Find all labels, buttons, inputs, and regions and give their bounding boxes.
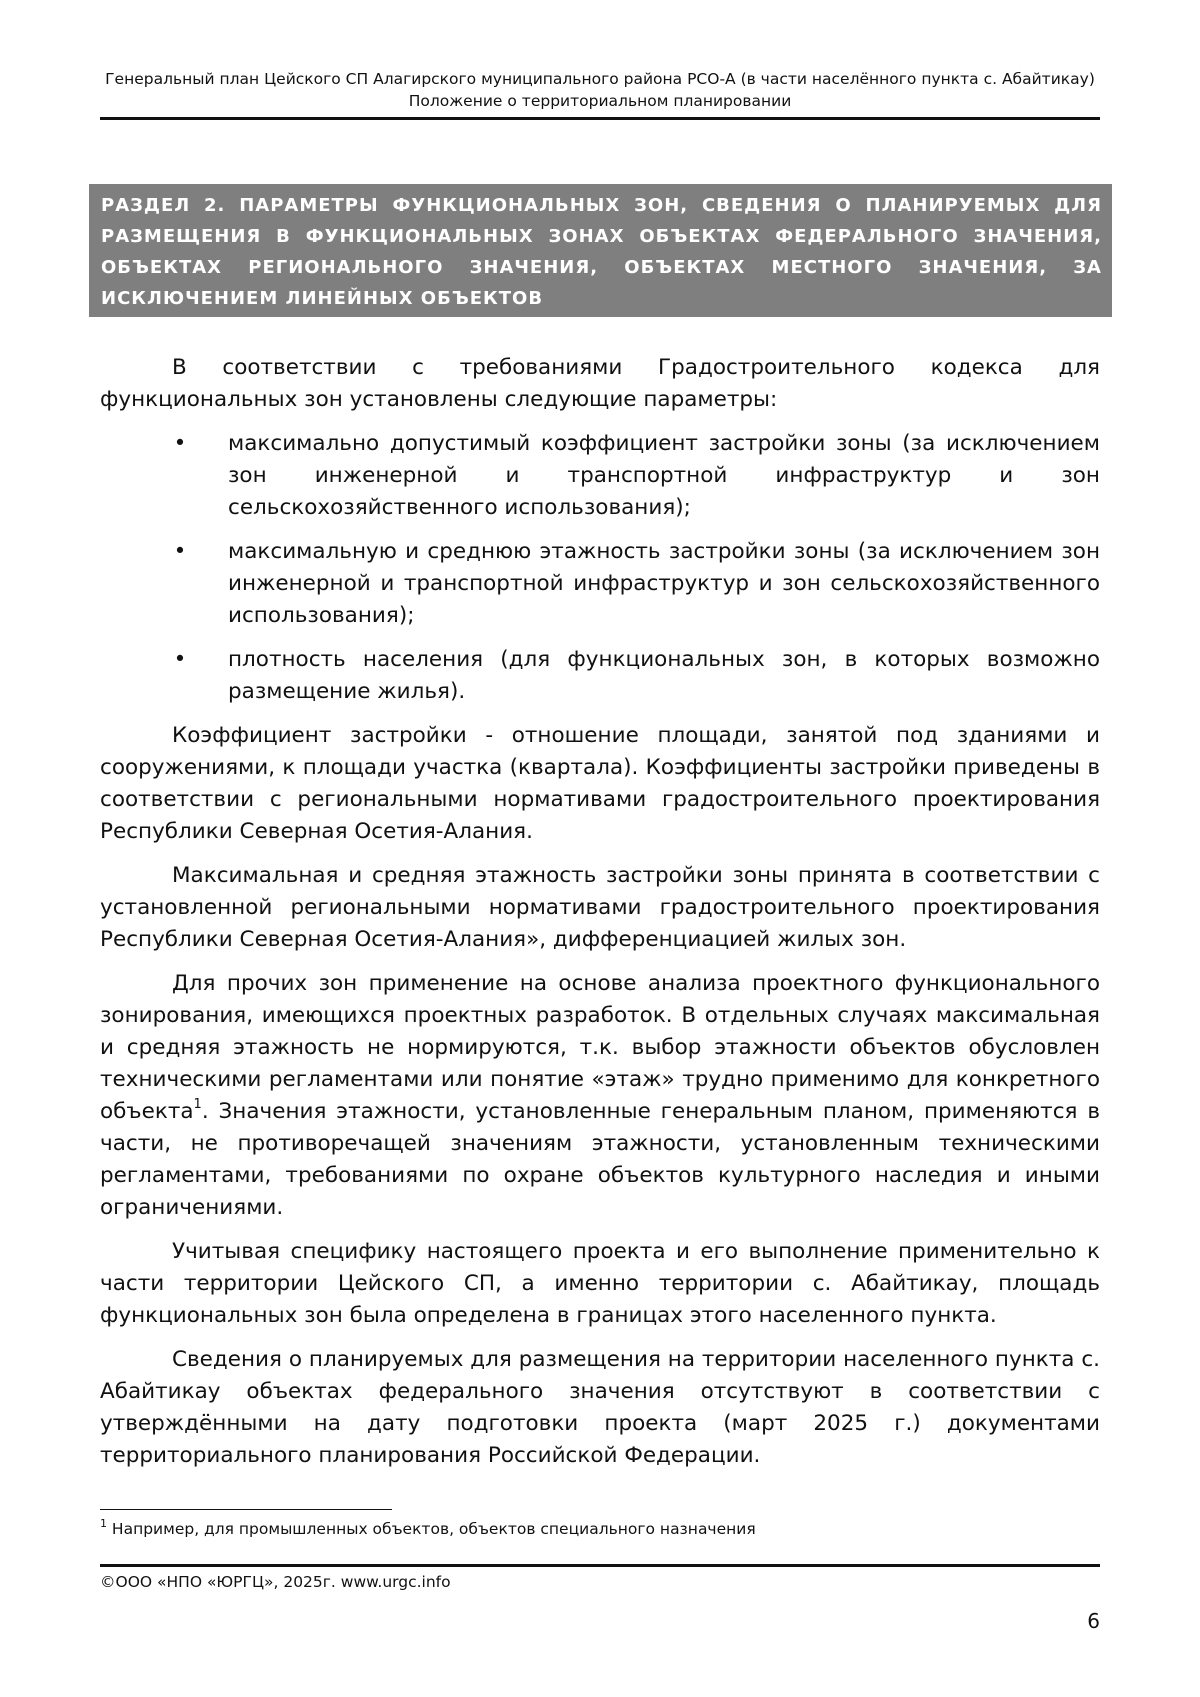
footnote-marker: 1 (100, 1516, 107, 1530)
specifics-paragraph: Учитывая специфику настоящего проекта и его выполнение применительно к части территории Цейского СП, а именно территории с. Абайтикау, площадь функциональных зон была определена в границах этого населенного пункта. (100, 1239, 1100, 1328)
footer-divider (100, 1564, 1100, 1567)
section-title: РАЗДЕЛ 2. ПАРАМЕТРЫ ФУНКЦИОНАЛЬНЫХ ЗОН, СВЕДЕНИЯ О ПЛАНИРУЕМЫХ ДЛЯ РАЗМЕЩЕНИЯ В ФУНКЦИОНАЛЬНЫХ ЗОНАХ ОБЪЕКТАХ ФЕДЕРАЛЬНОГО ЗНАЧЕНИЯ, ОБЪЕКТАХ РЕГИОНАЛЬНОГО ЗНАЧЕНИЯ, ОБЪЕКТАХ МЕСТНОГО ЗНАЧЕНИЯ, ЗА ИСКЛЮЧЕНИЕМ ЛИНЕЙНЫХ ОБЪЕКТОВ (101, 195, 1102, 309)
list-item (100, 428, 1100, 524)
list-item-text: максимально допустимый коэффициент застройки зоны (за исключением зон инженерной и транспортной инфраструктур и зон сельскохозяйственного использования); (228, 431, 1100, 520)
parameters-list (100, 428, 1100, 708)
list-item-text: плотность населения (для функциональных зон, в которых возможно размещение жилья). (228, 647, 1100, 704)
floors-paragraph: Максимальная и средняя этажность застройки зоны принята в соответствии с установленной региональными нормативами градостроительного проектирования Республики Северная Осетия-Алания», дифференциацией жилых зон. (100, 863, 1100, 952)
bullet-icon: • (173, 647, 187, 672)
other-zones-text-end: . Значения этажности, установленные генеральным планом, применяются в части, не противоречащей значениям этажности, установленным техническими регламентами, требованиями по охране объектов культурного наследия и иными ограничениями. (100, 1099, 1100, 1220)
running-header (100, 68, 1100, 112)
list-item (100, 536, 1100, 632)
other-zones-text-start: Для прочих зон применение на основе анализа проектного функционального зонирования, имеющихся проектных разработок. В отдельных случаях максимальная и средняя этажность не нормируются, т.к. выбор этажности объектов обусловлен техническими регламентами или понятие «этаж» трудно применимо для конкретного объекта (100, 971, 1100, 1124)
bullet-icon: • (173, 431, 187, 456)
coefficient-paragraph: Коэффициент застройки - отношение площади, занятой под зданиями и сооружениями, к площади участка (квартала). Коэффициенты застройки приведены в соответствии с региональными нормативами градостроительного проектирования Республики Северная Осетия-Алания. (100, 723, 1100, 844)
footnote (100, 1518, 1100, 1540)
header-title: Генеральный план Цейского СП Алагирского муниципального района РСО-А (в части населённого пункта с. Абайтикау) (105, 70, 1095, 88)
header-subtitle: Положение о территориальном планировании (408, 92, 792, 110)
document-body (100, 352, 1100, 1484)
footer-copyright: ©ООО «НПО «ЮРГЦ», 2025г. www.urgc.info (100, 1573, 451, 1591)
footnote-divider (100, 1509, 392, 1510)
header-divider (100, 117, 1100, 120)
section-heading-box (89, 184, 1112, 317)
other-zones-paragraph (100, 968, 1100, 1224)
intro-paragraph: В соответствии с требованиями Градостроительного кодекса для функциональных зон установлены следующие параметры: (100, 355, 1100, 412)
list-item-text: максимальную и среднюю этажность застройки зоны (за исключением зон инженерной и транспортной инфраструктур и зон сельскохозяйственного использования); (228, 539, 1100, 628)
list-item (100, 644, 1100, 708)
federal-objects-paragraph: Сведения о планируемых для размещения на территории населенного пункта с. Абайтикау объектах федерального значения отсутствуют в соответствии с утверждёнными на дату подготовки проекта (март 2025 г.) документами территориального планирования Российской Федерации. (100, 1347, 1100, 1468)
footnote-text: Например, для промышленных объектов, объектов специального назначения (107, 1520, 756, 1538)
page-number: 6 (1087, 1609, 1100, 1633)
footnote-reference[interactable]: 1 (193, 1096, 202, 1112)
bullet-icon: • (173, 539, 187, 564)
